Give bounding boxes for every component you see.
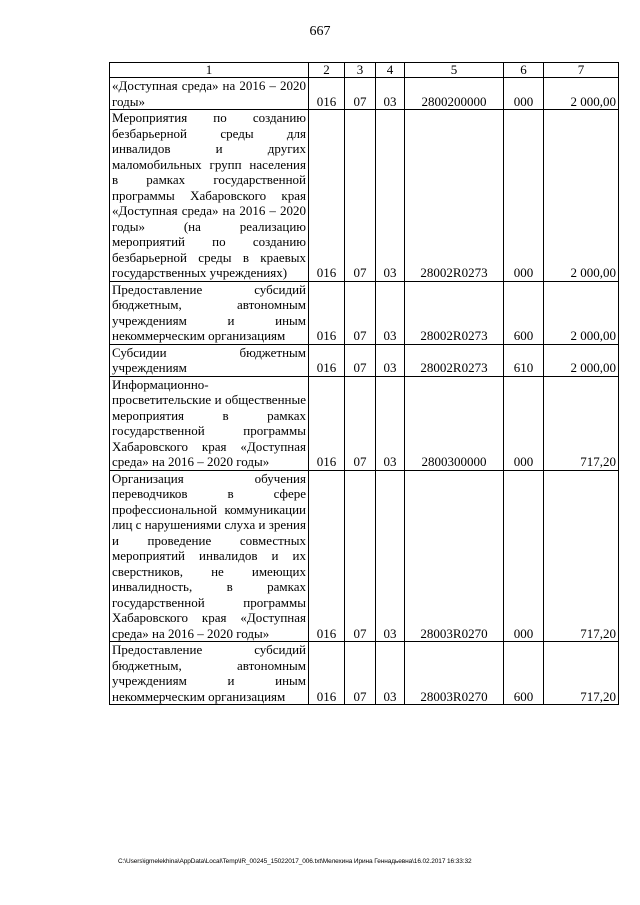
table-row xyxy=(110,376,619,470)
subsection-code: 03 xyxy=(376,642,405,705)
subsection-code: 03 xyxy=(376,470,405,642)
amount: 2 000,00 xyxy=(544,110,619,282)
header-cell: 1 xyxy=(110,63,309,78)
header-cell: 4 xyxy=(376,63,405,78)
section-code: 07 xyxy=(345,376,376,470)
row-name: Предоставление субсидий бюджетным, автономным учреждениям и иным некоммерческим организациям xyxy=(110,281,309,344)
row-name: Предоставление субсидий бюджетным, автономным учреждениям и иным некоммерческим организациям xyxy=(110,642,309,705)
expense-type: 000 xyxy=(504,78,544,110)
target-article: 28002R0273 xyxy=(405,281,504,344)
target-article: 28003R0270 xyxy=(405,470,504,642)
table-header-row xyxy=(110,63,619,78)
expense-type: 000 xyxy=(504,470,544,642)
amount: 2 000,00 xyxy=(544,344,619,376)
expense-type: 000 xyxy=(504,110,544,282)
page-number: 667 xyxy=(309,24,331,39)
subsection-code: 03 xyxy=(376,376,405,470)
row-name: Информационно-просветительские и общественные мероприятия в рамках государственной программы Хабаровского края «Доступная среда» на 2016 – 2020 годы» xyxy=(110,376,309,470)
header-cell: 7 xyxy=(544,63,619,78)
subsection-code: 03 xyxy=(376,110,405,282)
budget-table xyxy=(109,62,619,705)
header-cell: 2 xyxy=(309,63,345,78)
expense-type: 000 xyxy=(504,376,544,470)
section-code: 07 xyxy=(345,281,376,344)
table-row xyxy=(110,110,619,282)
amount: 2 000,00 xyxy=(544,78,619,110)
subsection-code: 03 xyxy=(376,78,405,110)
section-code: 07 xyxy=(345,642,376,705)
table-row xyxy=(110,281,619,344)
table-row xyxy=(110,344,619,376)
subsection-code: 03 xyxy=(376,281,405,344)
table-row xyxy=(110,470,619,642)
ministry-code: 016 xyxy=(309,78,345,110)
target-article: 28002R0273 xyxy=(405,110,504,282)
header-cell: 3 xyxy=(345,63,376,78)
ministry-code: 016 xyxy=(309,281,345,344)
section-code: 07 xyxy=(345,78,376,110)
table-row xyxy=(110,78,619,110)
header-cell: 5 xyxy=(405,63,504,78)
ministry-code: 016 xyxy=(309,470,345,642)
expense-type: 610 xyxy=(504,344,544,376)
row-name: Мероприятия по созданию безбарьерной среды для инвалидов и других маломобильных групп населения в рамках государственной программы Хабаровского края «Доступная среда» на 2016 – 2020 годы» (на реализацию мероприятий по созданию безбарьерной среды в краевых государственных учреждениях) xyxy=(110,110,309,282)
table-row xyxy=(110,642,619,705)
subsection-code: 03 xyxy=(376,344,405,376)
section-code: 07 xyxy=(345,344,376,376)
section-code: 07 xyxy=(345,470,376,642)
ministry-code: 016 xyxy=(309,376,345,470)
ministry-code: 016 xyxy=(309,344,345,376)
header-cell: 6 xyxy=(504,63,544,78)
amount: 717,20 xyxy=(544,470,619,642)
target-article: 2800300000 xyxy=(405,376,504,470)
row-name: Организация обучения переводчиков в сфере профессиональной коммуникации лиц с нарушениями слуха и зрения и проведение совместных мероприятий инвалидов и их сверстников, не имеющих инвалидность, в рамках государственной программы Хабаровского края «Доступная среда» на 2016 – 2020 годы» xyxy=(110,470,309,642)
row-name: Субсидии бюджетным учреждениям xyxy=(110,344,309,376)
target-article: 2800200000 xyxy=(405,78,504,110)
target-article: 28002R0273 xyxy=(405,344,504,376)
amount: 717,20 xyxy=(544,376,619,470)
amount: 2 000,00 xyxy=(544,281,619,344)
amount: 717,20 xyxy=(544,642,619,705)
row-name: «Доступная среда» на 2016 – 2020 годы» xyxy=(110,78,309,110)
section-code: 07 xyxy=(345,110,376,282)
expense-type: 600 xyxy=(504,281,544,344)
file-path-footer: C:\Users\igmelekhina\AppData\Local\Temp\IR_00245_15022017_006.txt\Мелехина Ирина Геннадьевна\16.02.2017 16:33:32 xyxy=(118,858,472,865)
expense-type: 600 xyxy=(504,642,544,705)
target-article: 28003R0270 xyxy=(405,642,504,705)
ministry-code: 016 xyxy=(309,110,345,282)
ministry-code: 016 xyxy=(309,642,345,705)
